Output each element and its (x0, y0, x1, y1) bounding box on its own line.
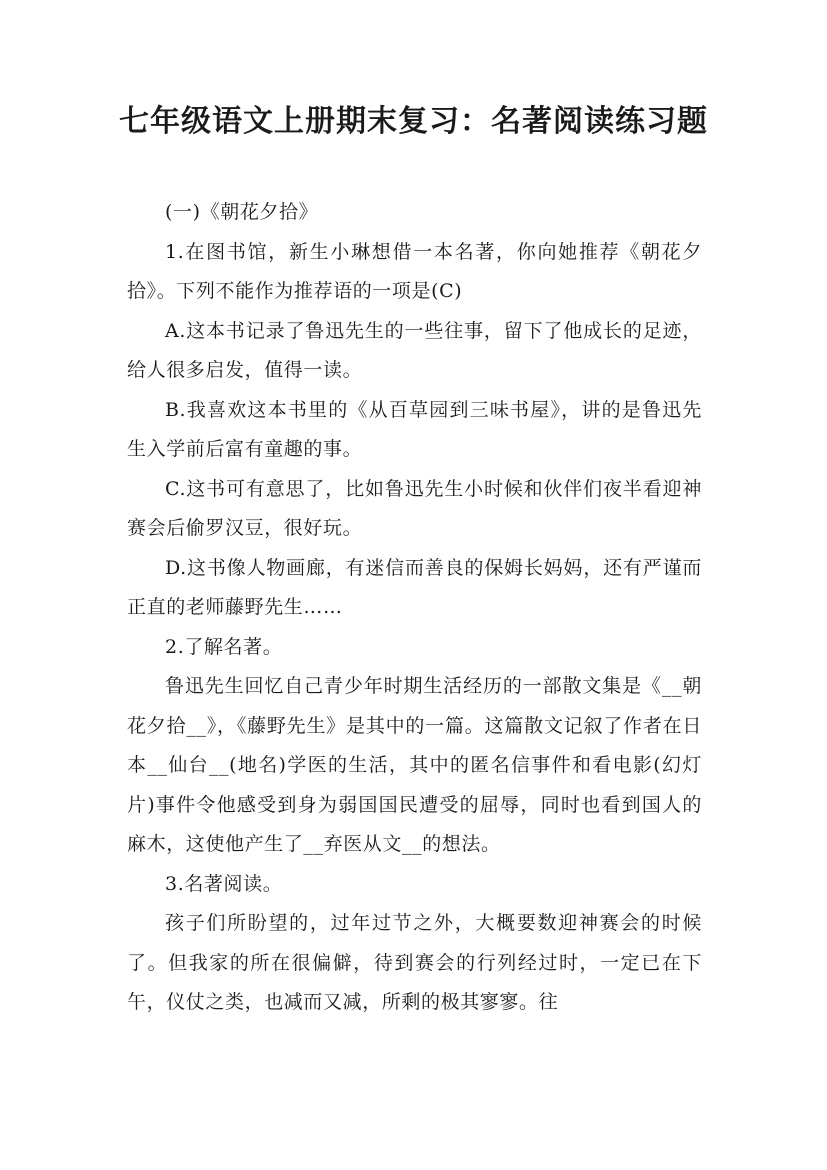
option-d: D.这书像人物画廊，有迷信而善良的保姆长妈妈，还有严谨而正直的老师藤野先生…… (127, 556, 702, 618)
option-b: B.我喜欢这本书里的《从百草园到三味书屋》，讲的是鲁迅先生入学前后富有童趣的事。 (127, 398, 702, 460)
document-title: 七年级语文上册期末复习：名著阅读练习题 (119, 104, 708, 139)
question-3: 3.名著阅读。 (165, 872, 283, 895)
question-2-answer: 鲁迅先生回忆自己青少年时期生活经历的一部散文集是《__朝花夕拾__》，《藤野先生》是其中的一篇。这篇散文记叙了作者在日本__仙台__(地名)学医的生活，其中的匿名信事件和看电影(幻灯片)事件令他感受到身为弱国国民遭受的屈辱，同时也看到国人的麻木，这使他产生了__弃医从文__的想法。 (127, 675, 702, 855)
reading-passage: 孩子们所盼望的，过年过节之外，大概要数迎神赛会的时候了。但我家的所在很偏僻，待到赛会的行列经过时，一定已在下午，仪仗之类，也减而又减，所剩的极其寥寥。往 (127, 912, 702, 1013)
document-body (127, 193, 702, 1023)
option-c: C.这书可有意思了，比如鲁迅先生小时候和伙伴们夜半看迎神赛会后偷罗汉豆，很好玩。 (127, 477, 702, 539)
option-a: A.这本书记录了鲁迅先生的一些往事，留下了他成长的足迹，给人很多启发，值得一读。 (127, 319, 702, 381)
question-1: 1.在图书馆，新生小琳想借一本名著，你向她推荐《朝花夕拾》。下列不能作为推荐语的一项是(C) (127, 240, 702, 302)
question-2: 2.了解名著。 (165, 635, 283, 658)
section-heading: (一)《朝花夕拾》 (165, 201, 319, 223)
